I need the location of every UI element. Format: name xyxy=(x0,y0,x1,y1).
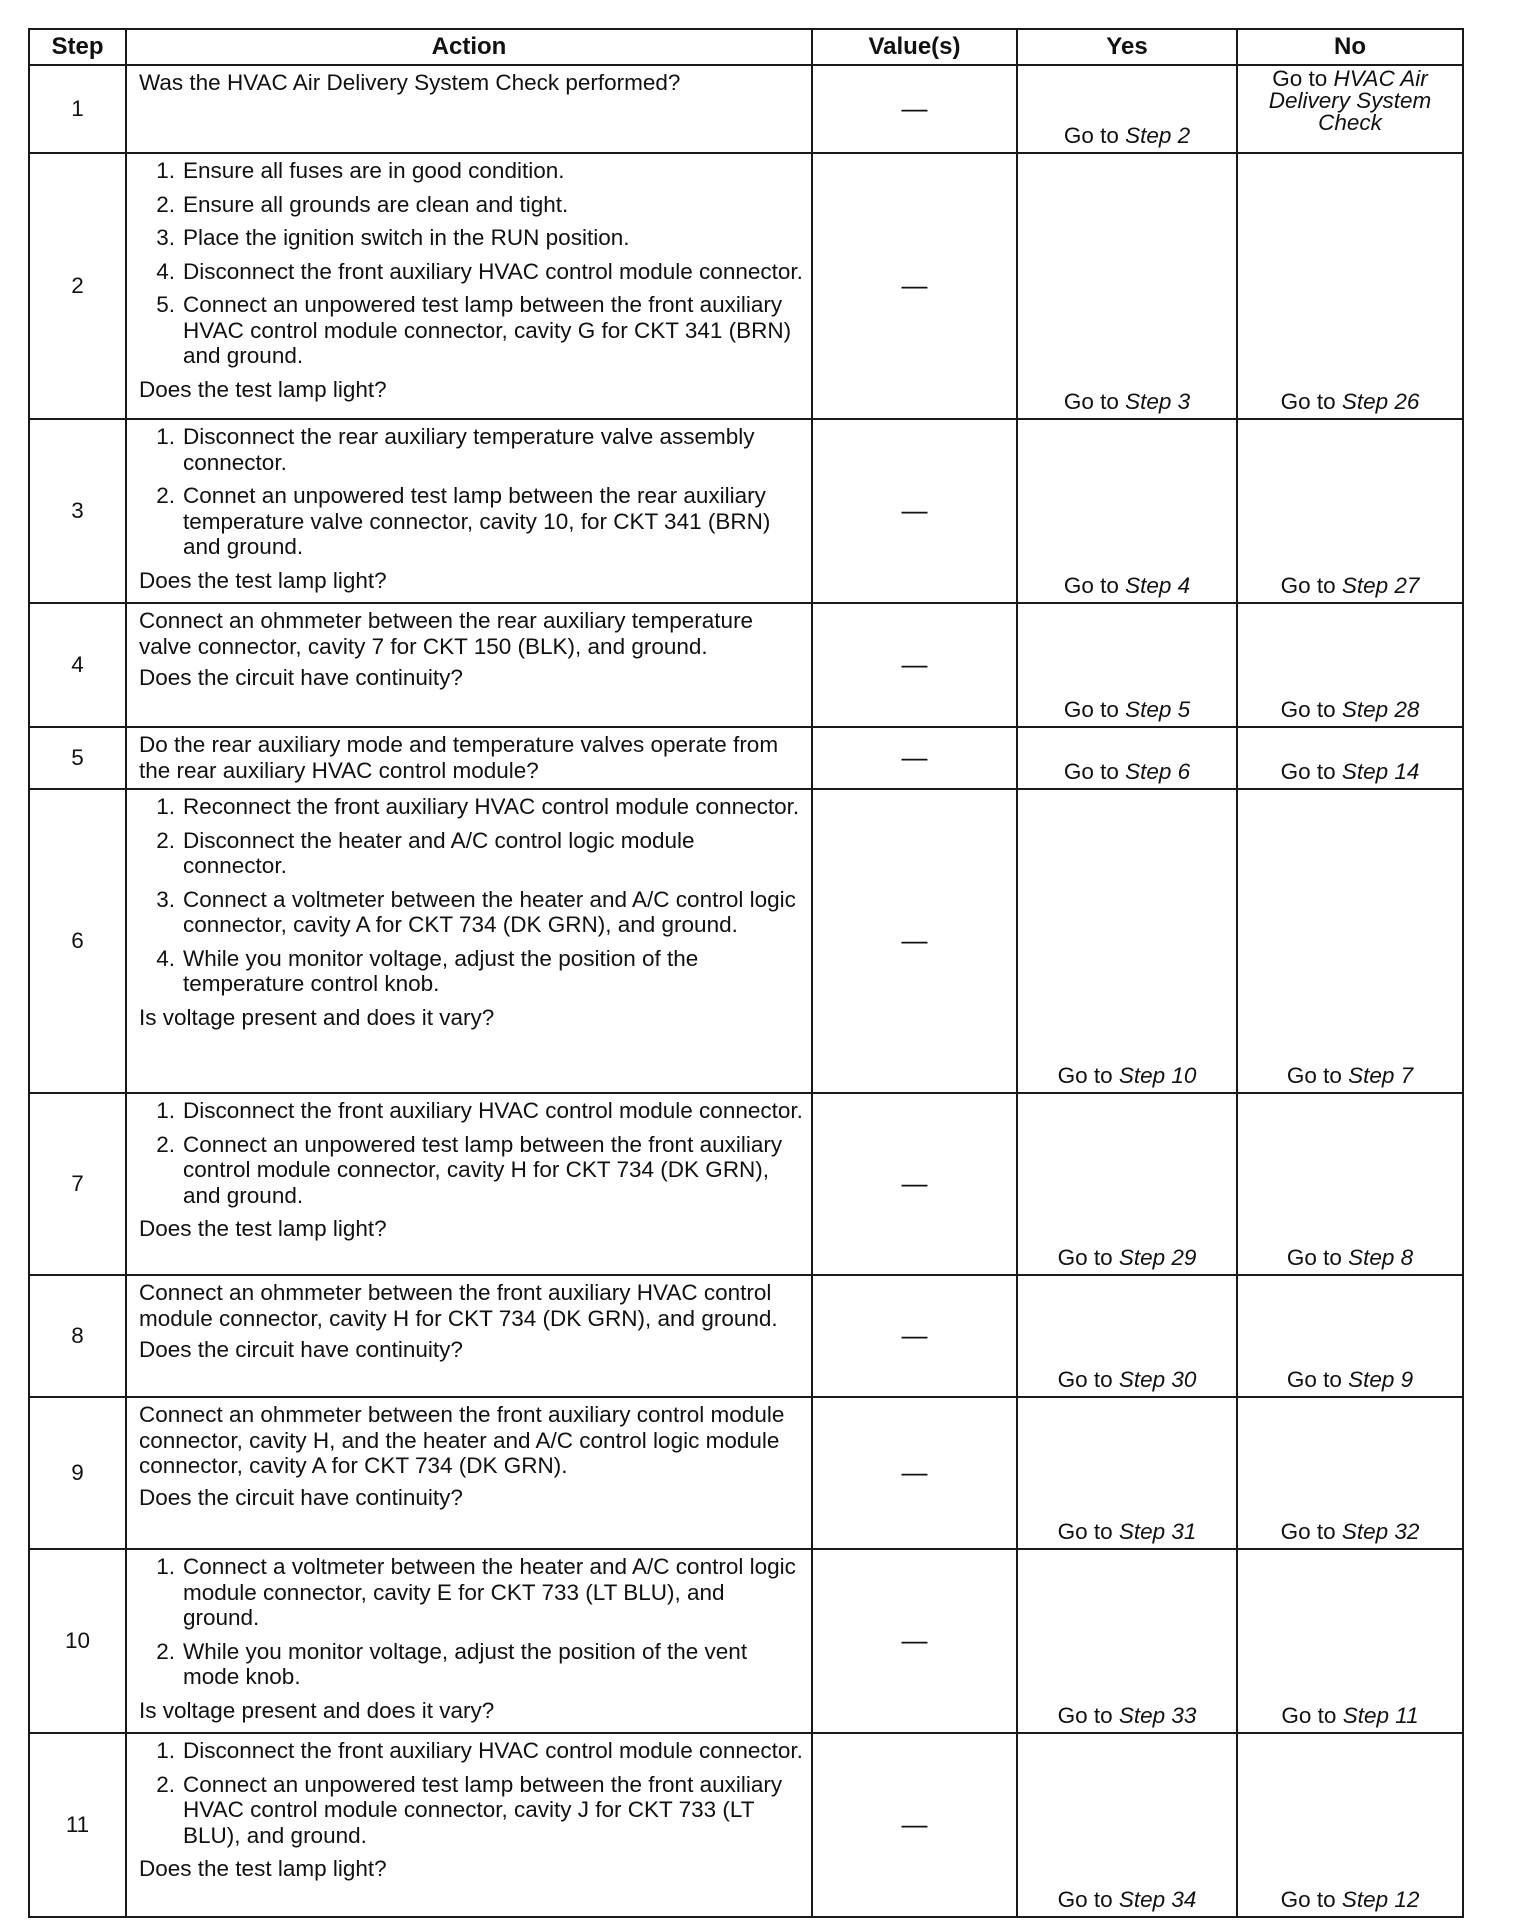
yes-cell xyxy=(1017,1733,1237,1917)
action-item-text: Connect an unpowered test lamp between the front auxiliary HVAC control module connector, cavity J for CKT 733 (LT BLU), and ground. xyxy=(183,1771,783,1848)
action-item-number: 1. xyxy=(156,1738,175,1763)
action-item-number: 3. xyxy=(156,225,175,250)
no-cell-target[interactable]: Step 7 xyxy=(1348,1062,1414,1088)
goto-prefix: Go to xyxy=(1057,1244,1113,1270)
action-intro: Connect an ohmmeter between the front auxiliary HVAC control module connector, cavity H for CKT 734 (DK GRN), and ground. xyxy=(139,1280,778,1331)
step-number: 11 xyxy=(29,1733,126,1917)
yes-cell-target[interactable]: Step 2 xyxy=(1125,122,1191,148)
goto-prefix: Go to xyxy=(1057,1062,1113,1088)
goto-prefix: Go to xyxy=(1057,1886,1113,1912)
action-cell xyxy=(126,419,812,603)
action-list-item xyxy=(139,828,803,879)
yes-cell-target[interactable]: Step 5 xyxy=(1125,696,1191,722)
goto-prefix: Go to xyxy=(1063,758,1119,784)
yes-cell-target[interactable]: Step 34 xyxy=(1118,1886,1197,1912)
table-row xyxy=(29,1093,1463,1275)
yes-cell-target[interactable]: Step 29 xyxy=(1118,1244,1197,1270)
action-item-number: 1. xyxy=(156,1554,175,1579)
no-cell xyxy=(1237,1549,1463,1733)
action-list-item xyxy=(139,1098,803,1124)
action-item-text: Place the ignition switch in the RUN position. xyxy=(183,225,630,250)
action-item-text: Reconnect the front auxiliary HVAC control module connector. xyxy=(183,794,800,819)
value-cell: — xyxy=(812,1549,1017,1733)
value-cell: — xyxy=(812,1093,1017,1275)
action-question: Does the circuit have continuity? xyxy=(139,1484,463,1510)
value-cell: — xyxy=(812,153,1017,419)
action-item-number: 2. xyxy=(156,191,175,217)
no-cell-target[interactable]: Step 26 xyxy=(1341,388,1420,414)
action-list-item xyxy=(139,1738,803,1764)
action-list-item xyxy=(139,887,803,938)
yes-cell xyxy=(1017,153,1237,419)
action-cell xyxy=(126,153,812,419)
header-row xyxy=(29,29,1463,65)
action-item-text: Connet an unpowered test lamp between the rear auxiliary temperature valve connector, cavity 10, for CKT 341 (BRN) and ground. xyxy=(183,483,771,559)
goto-prefix: Go to xyxy=(1063,388,1119,414)
goto-prefix: Go to xyxy=(1063,122,1119,148)
action-list-item xyxy=(139,259,803,285)
action-list-item xyxy=(139,292,803,369)
action-question: Is voltage present and does it vary? xyxy=(139,1697,495,1723)
header-action: Action xyxy=(126,29,812,65)
value-cell: — xyxy=(812,419,1017,603)
goto-prefix: Go to xyxy=(1280,572,1336,598)
action-item-text: Disconnect the front auxiliary HVAC control module connector. xyxy=(183,258,803,284)
step-number: 1 xyxy=(29,65,126,153)
goto-prefix: Go to xyxy=(1286,1244,1342,1270)
action-list-item xyxy=(139,225,803,251)
yes-cell-target[interactable]: Step 6 xyxy=(1125,758,1191,784)
yes-cell xyxy=(1017,603,1237,727)
action-item-text: Connect an unpowered test lamp between the front auxiliary HVAC control module connector, cavity G for CKT 341 (BRN) and ground. xyxy=(183,292,792,368)
table-row xyxy=(29,1549,1463,1733)
action-intro: Was the HVAC Air Delivery System Check performed? xyxy=(139,70,681,95)
action-list-item xyxy=(139,158,803,184)
action-item-number: 4. xyxy=(156,258,175,284)
action-item-number: 5. xyxy=(156,292,175,317)
no-cell xyxy=(1237,727,1463,789)
table-row xyxy=(29,153,1463,419)
yes-cell xyxy=(1017,65,1237,153)
action-cell xyxy=(126,1549,812,1733)
step-number: 6 xyxy=(29,789,126,1093)
table-row xyxy=(29,603,1463,727)
value-cell: — xyxy=(812,727,1017,789)
action-list-item xyxy=(139,1554,803,1631)
action-item-number: 1. xyxy=(156,1098,175,1123)
step-number: 3 xyxy=(29,419,126,603)
no-cell-target[interactable]: Step 8 xyxy=(1348,1244,1414,1270)
table-body xyxy=(29,65,1463,1917)
action-question: Does the test lamp light? xyxy=(139,1216,387,1241)
yes-cell-target[interactable]: Step 30 xyxy=(1118,1366,1197,1392)
action-item-number: 1. xyxy=(156,158,175,183)
action-cell xyxy=(126,1093,812,1275)
goto-prefix: Go to xyxy=(1286,1366,1342,1392)
action-list-item xyxy=(139,1132,803,1209)
step-number: 9 xyxy=(29,1397,126,1549)
action-item-text: While you monitor voltage, adjust the position of the vent mode knob. xyxy=(183,1638,748,1689)
no-cell xyxy=(1237,1733,1463,1917)
no-cell xyxy=(1237,789,1463,1093)
action-intro: Connect an ohmmeter between the rear auxiliary temperature valve connector, cavity 7 for CKT 150 (BLK), and ground. xyxy=(139,608,754,659)
action-list-item xyxy=(139,192,803,218)
no-cell-target[interactable]: HVAC Air Delivery System Check xyxy=(1268,66,1432,135)
yes-cell xyxy=(1017,1275,1237,1397)
action-item-number: 1. xyxy=(156,794,175,819)
step-number: 2 xyxy=(29,153,126,419)
action-item-text: Connect a voltmeter between the heater and A/C control logic connector, cavity A for CKT 734 (DK GRN), and ground. xyxy=(183,886,796,937)
action-item-text: Disconnect the heater and A/C control logic module connector. xyxy=(183,827,695,878)
goto-prefix: Go to xyxy=(1057,1518,1113,1544)
action-cell xyxy=(126,727,812,789)
action-list-item xyxy=(139,946,803,997)
action-item-text: Disconnect the rear auxiliary temperature valve assembly connector. xyxy=(183,424,755,475)
no-cell-target[interactable]: Step 12 xyxy=(1341,1886,1420,1912)
diagnostic-table-page xyxy=(28,28,1462,1918)
goto-prefix: Go to xyxy=(1063,572,1119,598)
action-item-number: 2. xyxy=(156,1131,175,1157)
action-list-item xyxy=(139,794,803,820)
action-item-text: Disconnect the front auxiliary HVAC control module connector. xyxy=(183,1738,803,1763)
no-cell-target[interactable]: Step 9 xyxy=(1348,1366,1414,1392)
action-item-number: 2. xyxy=(156,1771,175,1797)
action-cell xyxy=(126,1275,812,1397)
value-cell: — xyxy=(812,1275,1017,1397)
no-cell-target[interactable]: Step 14 xyxy=(1341,758,1420,784)
goto-prefix: Go to xyxy=(1057,1702,1113,1728)
goto-prefix: Go to xyxy=(1286,1062,1342,1088)
table-row xyxy=(29,1397,1463,1549)
action-question: Does the test lamp light? xyxy=(139,376,387,402)
table-row xyxy=(29,1733,1463,1917)
action-list-item xyxy=(139,483,803,560)
no-cell xyxy=(1237,1093,1463,1275)
table-row xyxy=(29,419,1463,603)
step-number: 4 xyxy=(29,603,126,727)
goto-prefix: Go to xyxy=(1272,66,1328,91)
action-item-text: Connect a voltmeter between the heater and A/C control logic module connector, cavity E for CKT 733 (LT BLU), and ground. xyxy=(183,1554,796,1630)
value-cell: — xyxy=(812,789,1017,1093)
no-cell xyxy=(1237,65,1463,153)
yes-cell xyxy=(1017,1397,1237,1549)
no-cell-target[interactable]: Step 27 xyxy=(1341,572,1420,598)
action-list-item xyxy=(139,1772,803,1849)
action-list-item xyxy=(139,424,803,475)
action-cell xyxy=(126,65,812,153)
yes-cell-target[interactable]: Step 3 xyxy=(1125,388,1191,414)
yes-cell-target[interactable]: Step 31 xyxy=(1118,1518,1197,1544)
goto-prefix: Go to xyxy=(1280,696,1336,722)
table-row xyxy=(29,1275,1463,1397)
goto-prefix: Go to xyxy=(1057,1366,1113,1392)
step-number: 10 xyxy=(29,1549,126,1733)
no-cell xyxy=(1237,153,1463,419)
yes-cell-target[interactable]: Step 33 xyxy=(1118,1702,1197,1728)
no-cell xyxy=(1237,419,1463,603)
value-cell: — xyxy=(812,65,1017,153)
action-item-number: 2. xyxy=(156,483,175,508)
action-question: Does the circuit have continuity? xyxy=(139,665,463,690)
goto-prefix: Go to xyxy=(1063,696,1119,722)
step-number: 5 xyxy=(29,727,126,789)
goto-prefix: Go to xyxy=(1280,758,1336,784)
action-item-number: 3. xyxy=(156,886,175,912)
yes-cell xyxy=(1017,1093,1237,1275)
action-intro: Do the rear auxiliary mode and temperature valves operate from the rear auxiliary HVAC control module? xyxy=(139,732,779,783)
action-list-item xyxy=(139,1639,803,1690)
no-cell-target[interactable]: Step 11 xyxy=(1342,1702,1419,1728)
no-cell xyxy=(1237,1397,1463,1549)
step-number: 8 xyxy=(29,1275,126,1397)
no-cell-target[interactable]: Step 28 xyxy=(1341,696,1420,722)
value-cell: — xyxy=(812,603,1017,727)
yes-cell xyxy=(1017,727,1237,789)
action-item-text: While you monitor voltage, adjust the position of the temperature control knob. xyxy=(183,945,699,996)
goto-prefix: Go to xyxy=(1280,1518,1336,1544)
action-cell xyxy=(126,789,812,1093)
no-cell xyxy=(1237,1275,1463,1397)
yes-cell xyxy=(1017,789,1237,1093)
table-row xyxy=(29,65,1463,153)
action-question: Does the test lamp light? xyxy=(139,567,387,593)
action-intro: Connect an ohmmeter between the front auxiliary control module connector, cavity H, and the heater and A/C control logic module connector, cavity A for CKT 734 (DK GRN). xyxy=(139,1402,785,1478)
action-cell xyxy=(126,1397,812,1549)
header-no: No xyxy=(1237,29,1463,65)
header-yes: Yes xyxy=(1017,29,1237,65)
header-step: Step xyxy=(29,29,126,65)
yes-cell xyxy=(1017,419,1237,603)
header-values: Value(s) xyxy=(812,29,1017,65)
step-number: 7 xyxy=(29,1093,126,1275)
action-item-text: Ensure all fuses are in good condition. xyxy=(183,158,565,183)
action-item-number: 2. xyxy=(156,827,175,853)
action-item-number: 2. xyxy=(156,1638,175,1664)
action-question: Does the test lamp light? xyxy=(139,1856,387,1881)
table-row xyxy=(29,789,1463,1093)
action-item-number: 4. xyxy=(156,945,175,971)
goto-prefix: Go to xyxy=(1281,1702,1337,1728)
action-question: Does the circuit have continuity? xyxy=(139,1337,463,1362)
action-item-text: Connect an unpowered test lamp between the front auxiliary control module connector, cavity H for CKT 734 (DK GRN), and ground. xyxy=(183,1131,783,1208)
goto-prefix: Go to xyxy=(1280,1886,1336,1912)
no-cell xyxy=(1237,603,1463,727)
diagnostic-table xyxy=(28,28,1464,1918)
action-cell xyxy=(126,1733,812,1917)
goto-prefix: Go to xyxy=(1280,388,1336,414)
action-question: Is voltage present and does it vary? xyxy=(139,1004,495,1030)
action-item-text: Disconnect the front auxiliary HVAC control module connector. xyxy=(183,1098,803,1123)
yes-cell-target[interactable]: Step 4 xyxy=(1125,572,1191,598)
action-item-text: Ensure all grounds are clean and tight. xyxy=(183,191,569,217)
action-cell xyxy=(126,603,812,727)
table-row xyxy=(29,727,1463,789)
value-cell: — xyxy=(812,1397,1017,1549)
action-item-number: 1. xyxy=(156,424,175,449)
yes-cell xyxy=(1017,1549,1237,1733)
no-cell-target[interactable]: Step 32 xyxy=(1341,1518,1420,1544)
yes-cell-target[interactable]: Step 10 xyxy=(1118,1062,1197,1088)
value-cell: — xyxy=(812,1733,1017,1917)
